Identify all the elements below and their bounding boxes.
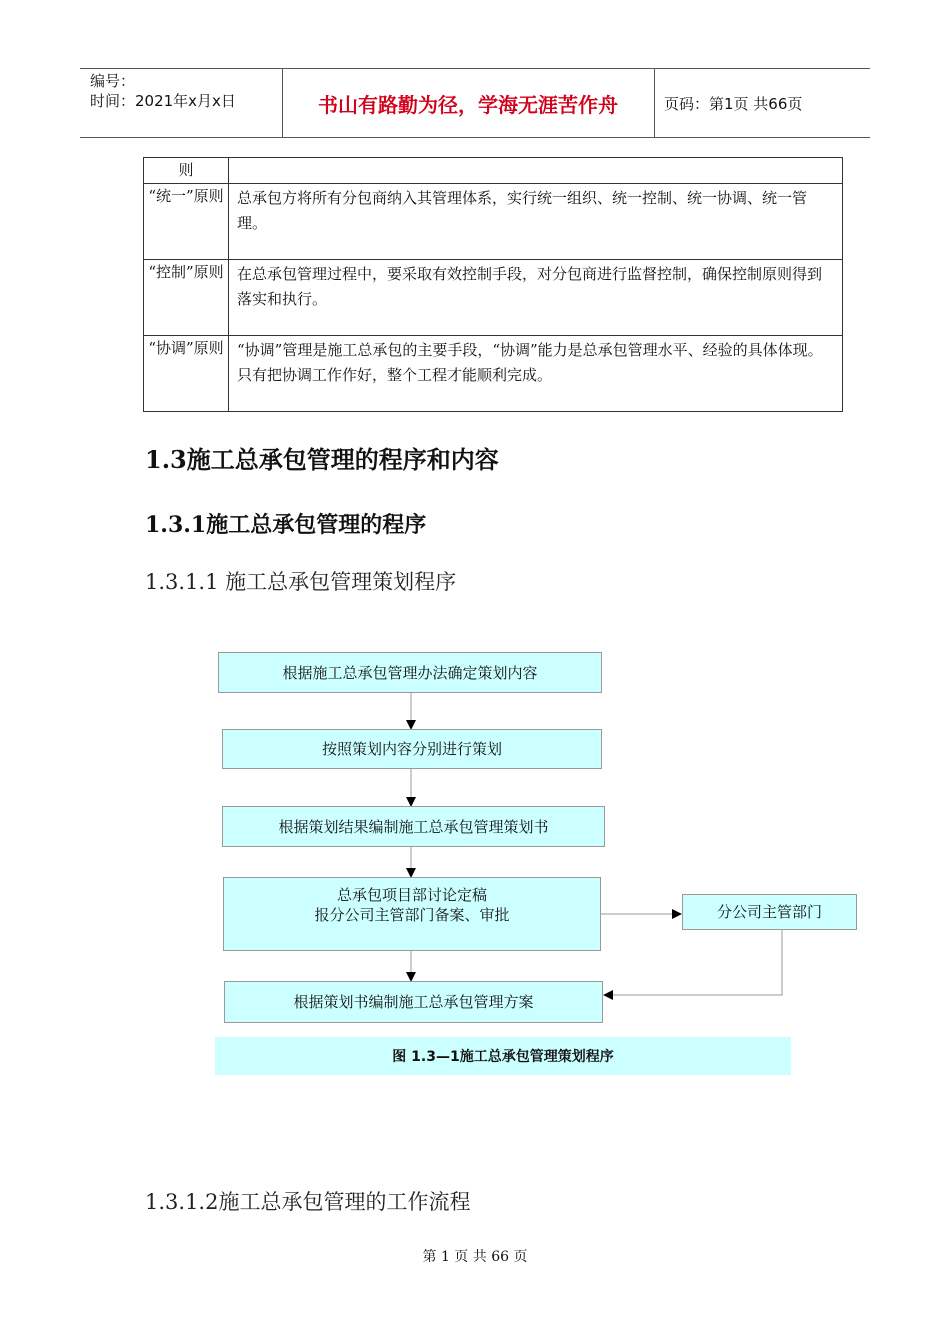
flow-step-2: 按照策划内容分别进行策划 [222, 729, 602, 769]
flow-arrow [604, 930, 782, 995]
principle-name: “协调”原则 [144, 336, 229, 412]
page-footer: 第 1 页 共 66 页 [422, 1249, 528, 1265]
principle-desc: 在总承包管理过程中，要采取有效控制手段，对分包商进行监督控制，确保控制原则得到落实和执行。 [229, 260, 843, 336]
flow-step-4-line2: 报分公司主管部门备案、审批 [314, 906, 510, 924]
figure-caption: 图 1.3—1施工总承包管理策划程序 [215, 1037, 791, 1075]
header-page-info: 页码：第1页 共66页 [664, 94, 803, 113]
section-heading-1-3-1-2: 1.3.1.2施工总承包管理的工作流程 [145, 1190, 471, 1214]
flow-step-4 [223, 877, 601, 951]
header-number-label: 编号： [90, 72, 136, 90]
flow-step-5: 根据策划书编制施工总承包管理方案 [224, 981, 603, 1023]
flow-side-box: 分公司主管部门 [682, 894, 857, 930]
flow-step-3: 根据策划结果编制施工总承包管理策划书 [222, 806, 605, 847]
section-heading-1-3-1-1: 1.3.1.1 施工总承包管理策划程序 [145, 570, 457, 594]
section-heading-1-3-1: 1.3.1施工总承包管理的程序 [145, 512, 427, 538]
principle-name: “统一”原则 [144, 184, 229, 260]
principle-desc: 总承包方将所有分包商纳入其管理体系，实行统一组织、统一控制、统一协调、统一管理。 [229, 184, 843, 260]
principle-name: “控制”原则 [144, 260, 229, 336]
flow-step-1: 根据施工总承包管理办法确定策划内容 [218, 652, 602, 693]
principle-desc: “协调”管理是施工总承包的主要手段，“协调”能力是总承包管理水平、经验的具体体现。只有把协调工作作好，整个工程才能顺利完成。 [229, 336, 843, 412]
header-time-label: 时间：2021年x月x日 [90, 92, 236, 110]
flow-step-4-line1: 总承包项目部讨论定稿 [336, 886, 487, 904]
section-heading-1-3: 1.3施工总承包管理的程序和内容 [145, 445, 499, 474]
header-motto: 书山有路勤为径，学海无涯苦作舟 [318, 92, 618, 117]
principle-name: 则 [144, 158, 229, 184]
